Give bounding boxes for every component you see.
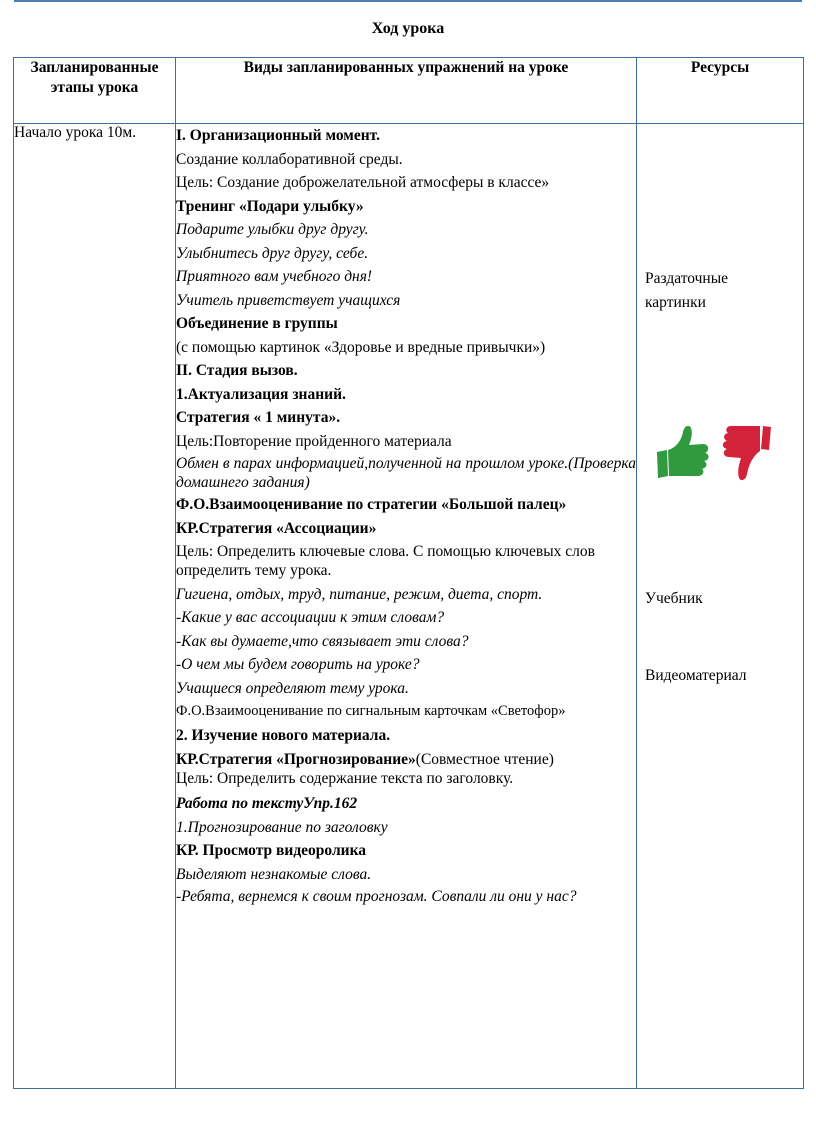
resource-video: Видеоматериал xyxy=(645,667,747,684)
header-resources: Ресурсы xyxy=(637,58,804,124)
exercise-line: Создание коллаборативной среды. xyxy=(176,150,403,168)
exercise-line: (с помощью картинок «Здоровье и вредные привычки») xyxy=(176,338,546,356)
exercise-line: Цель: Создание доброжелательной атмосферы в классе» xyxy=(176,174,550,191)
exercise-line: -Какие у вас ассоциации к этим словам? xyxy=(176,609,445,626)
exercise-line: I. Организационный момент. xyxy=(176,127,380,144)
header-stages: Запланированные этапы урока xyxy=(14,58,176,124)
exercise-line: Объединение в группы xyxy=(176,315,338,332)
exercises-cell xyxy=(176,124,637,1089)
exercise-line: Обмен в парах информацией,полученной на прошлом уроке.(Проверка домашнего задания) xyxy=(176,455,636,491)
exercise-line: 2. Изучение нового материала. xyxy=(176,726,391,744)
exercise-line: КР.Стратегия «Ассоциации» xyxy=(176,520,377,537)
exercise-line: Учитель приветствует учащихся xyxy=(176,291,401,309)
exercise-line: Ф.О.Взаимооценивание по стратегии «Большой палец» xyxy=(176,496,567,513)
exercise-line: Тренинг «Подари улыбку» xyxy=(176,197,364,215)
resource-textbook: Учебник xyxy=(645,590,703,607)
exercise-line: Цель: Определить содержание текста по заголовку. xyxy=(176,770,514,787)
exercise-line: Цель:Повторение пройденного материала xyxy=(176,432,452,450)
thumbs-illustration xyxy=(653,418,773,488)
exercise-line: 1.Прогнозирование по заголовку xyxy=(176,818,388,836)
exercise-line: Гигиена, отдых, труд, питание, режим, диета, спорт. xyxy=(176,585,543,603)
exercise-line: Приятного вам учебного дня! xyxy=(176,268,373,285)
header-exercises: Виды запланированных упражнений на уроке xyxy=(176,58,637,124)
document-title: Ход урока xyxy=(371,20,445,37)
exercise-line: Выделяют незнакомые слова. xyxy=(176,865,372,883)
thumbs-down-icon xyxy=(723,426,771,480)
exercise-line: -О чем мы будем говорить на уроке? xyxy=(176,656,420,673)
exercise-line: Работа по текстуУпр.162 xyxy=(176,795,358,812)
exercise-line: II. Стадия вызов. xyxy=(176,362,298,379)
exercise-line: КР. Просмотр видеоролика xyxy=(176,842,367,859)
exercise-line-bold: КР.Стратегия «Прогнозирование» xyxy=(176,751,416,768)
exercise-line: Цель: Определить ключевые слова. С помощью ключевых слов определить тему урока. xyxy=(176,542,595,579)
thumbs-up-icon xyxy=(657,426,709,478)
exercise-line: Учащиеся определяют тему урока. xyxy=(176,679,409,697)
table-header-row xyxy=(14,58,804,124)
exercise-line: Подарите улыбки друг другу. xyxy=(176,221,369,238)
exercise-line-normal: (Совместное чтение) xyxy=(415,751,554,768)
exercise-line xyxy=(176,750,636,769)
exercise-line: Стратегия « 1 минута». xyxy=(176,409,341,426)
exercise-line: Ф.О.Взаимооценивание по сигнальным карточкам «Светофор» xyxy=(176,703,566,719)
stage-cell: Начало урока 10м. xyxy=(14,124,176,1089)
resources-cell xyxy=(637,124,804,1089)
top-rule xyxy=(14,0,802,2)
lesson-plan-table xyxy=(13,57,804,1089)
exercise-line: -Ребята, вернемся к своим прогнозам. Совпали ли они у нас? xyxy=(176,888,577,905)
exercise-line: Улыбнитесь друг другу, себе. xyxy=(176,244,369,262)
resource-handouts: Раздаточные картинки xyxy=(645,270,729,311)
exercise-line: 1.Актуализация знаний. xyxy=(176,385,346,403)
exercise-line: -Как вы думаете,что связывает эти слова? xyxy=(176,632,469,650)
table-row xyxy=(14,124,804,1089)
